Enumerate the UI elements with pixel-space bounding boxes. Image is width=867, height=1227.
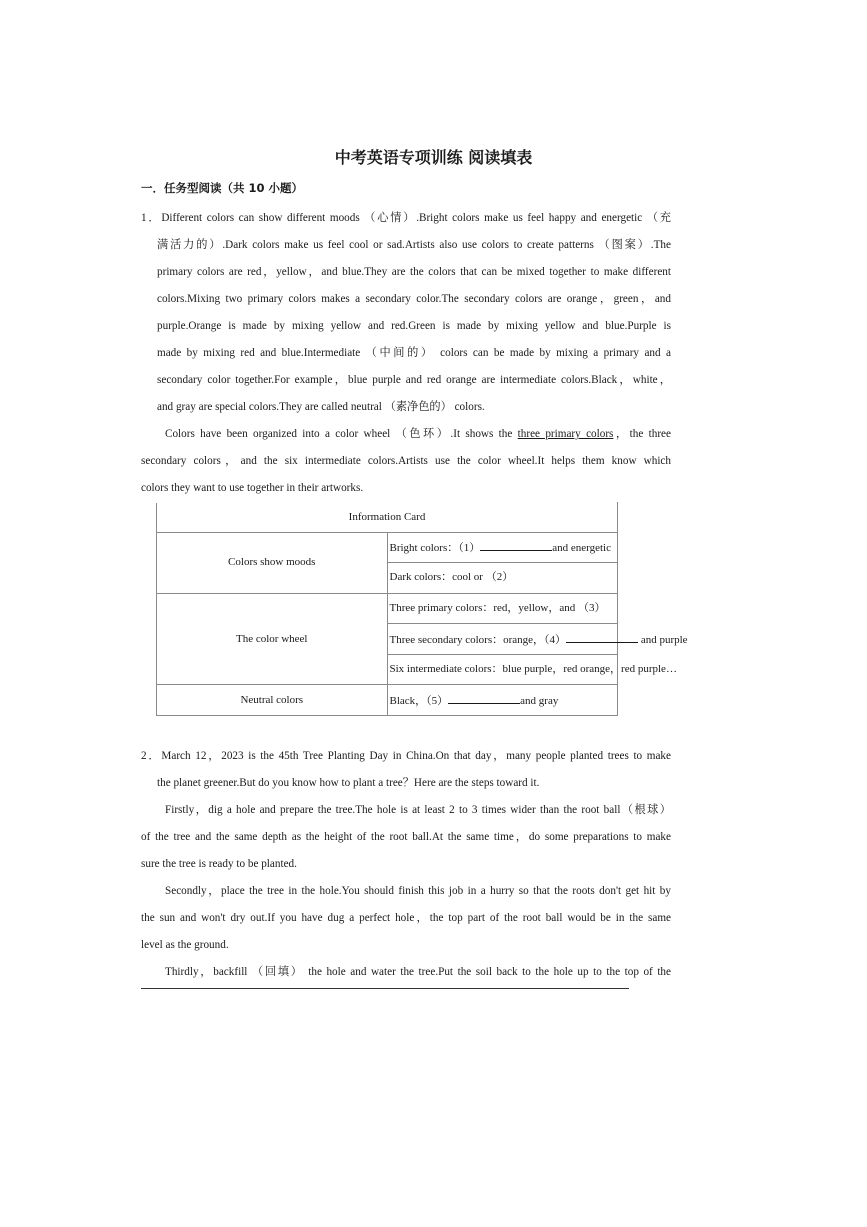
q1-line-8: and gray are special colors.They are called neutral （素净色的） colors. [157, 401, 485, 413]
q2-line-7: the sun and won't dry out.If you have dug a perfect hole，the top part of the root ball would be in the same [141, 912, 671, 924]
answer-blank-5 [448, 694, 520, 704]
q1-line-4: colors.Mixing two primary colors makes a secondary color.The secondary colors are orange，green，and [157, 293, 671, 305]
q1-line-2: 满活力的）.Dark colors make us feel cool or sad.Artists also use colors to create patterns （图案）.The [157, 239, 671, 251]
page-title: 中考英语专项训练 阅读填表 [334, 148, 533, 167]
q2-line-9: Thirdly，backfill （回填） the hole and water the tree.Put the soil back to the hole up to the top of the [165, 966, 671, 978]
answer-blank-1 [480, 541, 552, 551]
q2-line-3: Firstly，dig a hole and prepare the tree.The hole is at least 2 to 3 times wider than the root ball（根球） [165, 804, 671, 816]
section-heading: 一．任务型阅读（共 10 小题） [141, 181, 304, 195]
table-caption: Information Card [157, 503, 618, 533]
underlined-phrase: three primary colors [517, 428, 614, 440]
cell-text: Three secondary colors：orange，（4） [389, 633, 567, 646]
q1-paragraph2-line-3: colors they want to use together in their artworks. [141, 482, 364, 494]
q2-line-4: of the tree and the same depth as the height of the root ball.At the same time，do some preparations to make [141, 831, 671, 843]
table-cell-intermediate-colors: Six intermediate colors：blue purple，red orange，red purple… [387, 654, 618, 685]
q1-p2-text-after: ，the three [613, 428, 671, 440]
q2-line-8: level as the ground. [141, 939, 229, 951]
cell-text: and energetic [552, 541, 611, 554]
q2-line-2: the planet greener.But do you know how to plant a tree？Here are the steps toward it. [157, 777, 540, 789]
q1-paragraph2-line-2: secondary colors，and the six intermediate colors.Artists use the color wheel.It helps them know which [141, 455, 671, 467]
cell-text: and purple [638, 633, 688, 646]
table-cell-bright-colors [387, 532, 618, 563]
row-label-moods: Colors show moods [157, 532, 388, 593]
information-card-table [156, 502, 688, 716]
q2-line-1: 2．March 12，2023 is the 45th Tree Planting Day in China.On that day，many people planted trees to make [141, 750, 671, 762]
row-label-color-wheel: The color wheel [157, 593, 388, 685]
row-label-neutral: Neutral colors [157, 685, 388, 716]
q1-p2-text-before: Colors have been organized into a color wheel （色环）.It shows the [165, 428, 518, 440]
cell-text: Black，（5） [389, 694, 449, 707]
page-footer-divider [141, 988, 629, 989]
answer-blank-4 [566, 633, 638, 643]
q1-line-6: made by mixing red and blue.Intermediate （中间的） colors can be made by mixing a primary and a [157, 347, 671, 359]
q1-line-5: purple.Orange is made by mixing yellow and red.Green is made by mixing yellow and blue.Purple is [157, 320, 671, 332]
q2-line-6: Secondly，place the tree in the hole.You should finish this job in a hurry so that the roots don't get hit by [165, 885, 671, 897]
table-cell-secondary-colors [387, 624, 688, 655]
table-cell-neutral-colors [387, 685, 618, 716]
q1-line-1: 1．Different colors can show different moods （心情）.Bright colors make us feel happy and energetic （充 [141, 212, 671, 224]
q2-line-5: sure the tree is ready to be planted. [141, 858, 297, 870]
table-cell-dark-colors: Dark colors：cool or （2） [387, 563, 618, 594]
cell-text: and gray [520, 694, 559, 707]
q1-paragraph2-line-1 [165, 427, 671, 441]
cell-text: Bright colors：（1） [389, 541, 481, 554]
q1-line-7: secondary color together.For example，blue purple and red orange are intermediate colors.Black，white， [157, 374, 671, 386]
q1-line-3: primary colors are red，yellow，and blue.They are the colors that can be mixed together to make different [157, 266, 671, 278]
table-cell-primary-colors: Three primary colors：red，yellow，and （3） [387, 593, 618, 624]
